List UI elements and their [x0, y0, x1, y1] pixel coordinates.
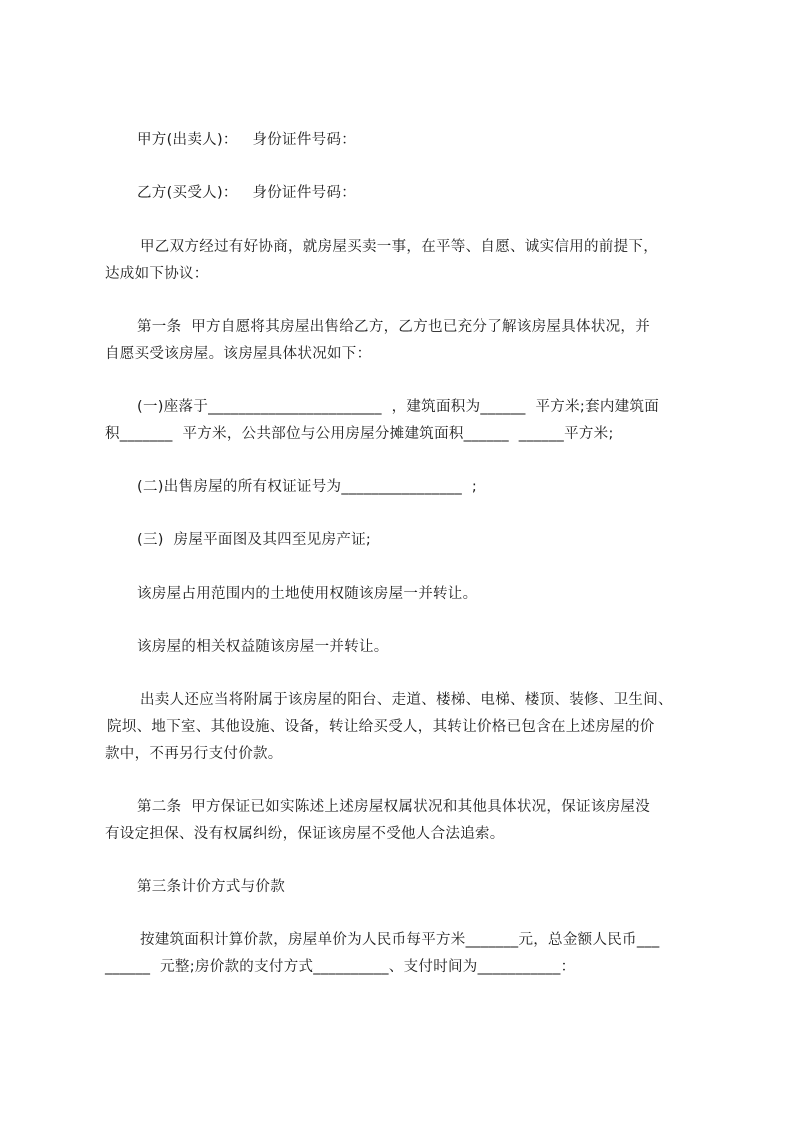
- rights-line: 该房屋的相关权益随该房屋一并转让。: [137, 639, 389, 655]
- party-a-line: 甲方(出卖人)： 身份证件号码：: [137, 132, 357, 148]
- party-b-line: 乙方(买受人)： 身份证件号码：: [137, 185, 357, 201]
- pricing-line-1: 按建筑面积计算价款，房屋单价为人民币每平方米_______元，总金额人民币___: [140, 932, 660, 948]
- appendages-line-2: 院坝、地下室、其他设施、设备，转让给买受人，其转让价格已包含在上述房屋的价: [107, 719, 655, 735]
- item-1-line-1: (一)座落于_______________________ ，建筑面积为______ 平方米;套内建筑面: [137, 399, 660, 415]
- item-1-line-2: 积_______ 平方米，公共部位与公用房屋分摊建筑面积______ ______平方米;: [105, 426, 614, 442]
- item-3-line: (三) 房屋平面图及其四至见房产证;: [137, 532, 372, 548]
- item-2-line: (二)出售房屋的所有权证证号为________________ ;: [137, 479, 478, 495]
- article-2-line-2: 有设定担保、没有权属纠纷，保证该房屋不受他人合法追索。: [105, 826, 505, 842]
- pricing-line-2: ______ 元整;房价款的支付方式__________、支付时间为___________：: [105, 959, 576, 975]
- preamble-line-2: 达成如下协议：: [105, 266, 209, 282]
- land-use-line: 该房屋占用范围内的土地使用权随该房屋一并转让。: [137, 586, 478, 602]
- appendages-line-3: 款中，不再另行支付价款。: [105, 746, 283, 762]
- appendages-line-1: 出卖人还应当将附属于该房屋的阳台、走道、楼梯、电梯、楼顶、装修、卫生间、: [140, 692, 673, 708]
- article-3-title: 第三条计价方式与价款: [137, 879, 285, 895]
- article-2-line-1: 第二条 甲方保证已如实陈述上述房屋权属状况和其他具体状况，保证该房屋没: [137, 799, 651, 815]
- article-1-line-2: 自愿买受该房屋。该房屋具体状况如下：: [105, 346, 372, 362]
- preamble-line-1: 甲乙双方经过有好协商，就房屋买卖一事，在平等、自愿、诚实信用的前提下，: [140, 239, 658, 255]
- article-1-line-1: 第一条 甲方自愿将其房屋出售给乙方，乙方也已充分了解该房屋具体状况，并: [137, 319, 651, 335]
